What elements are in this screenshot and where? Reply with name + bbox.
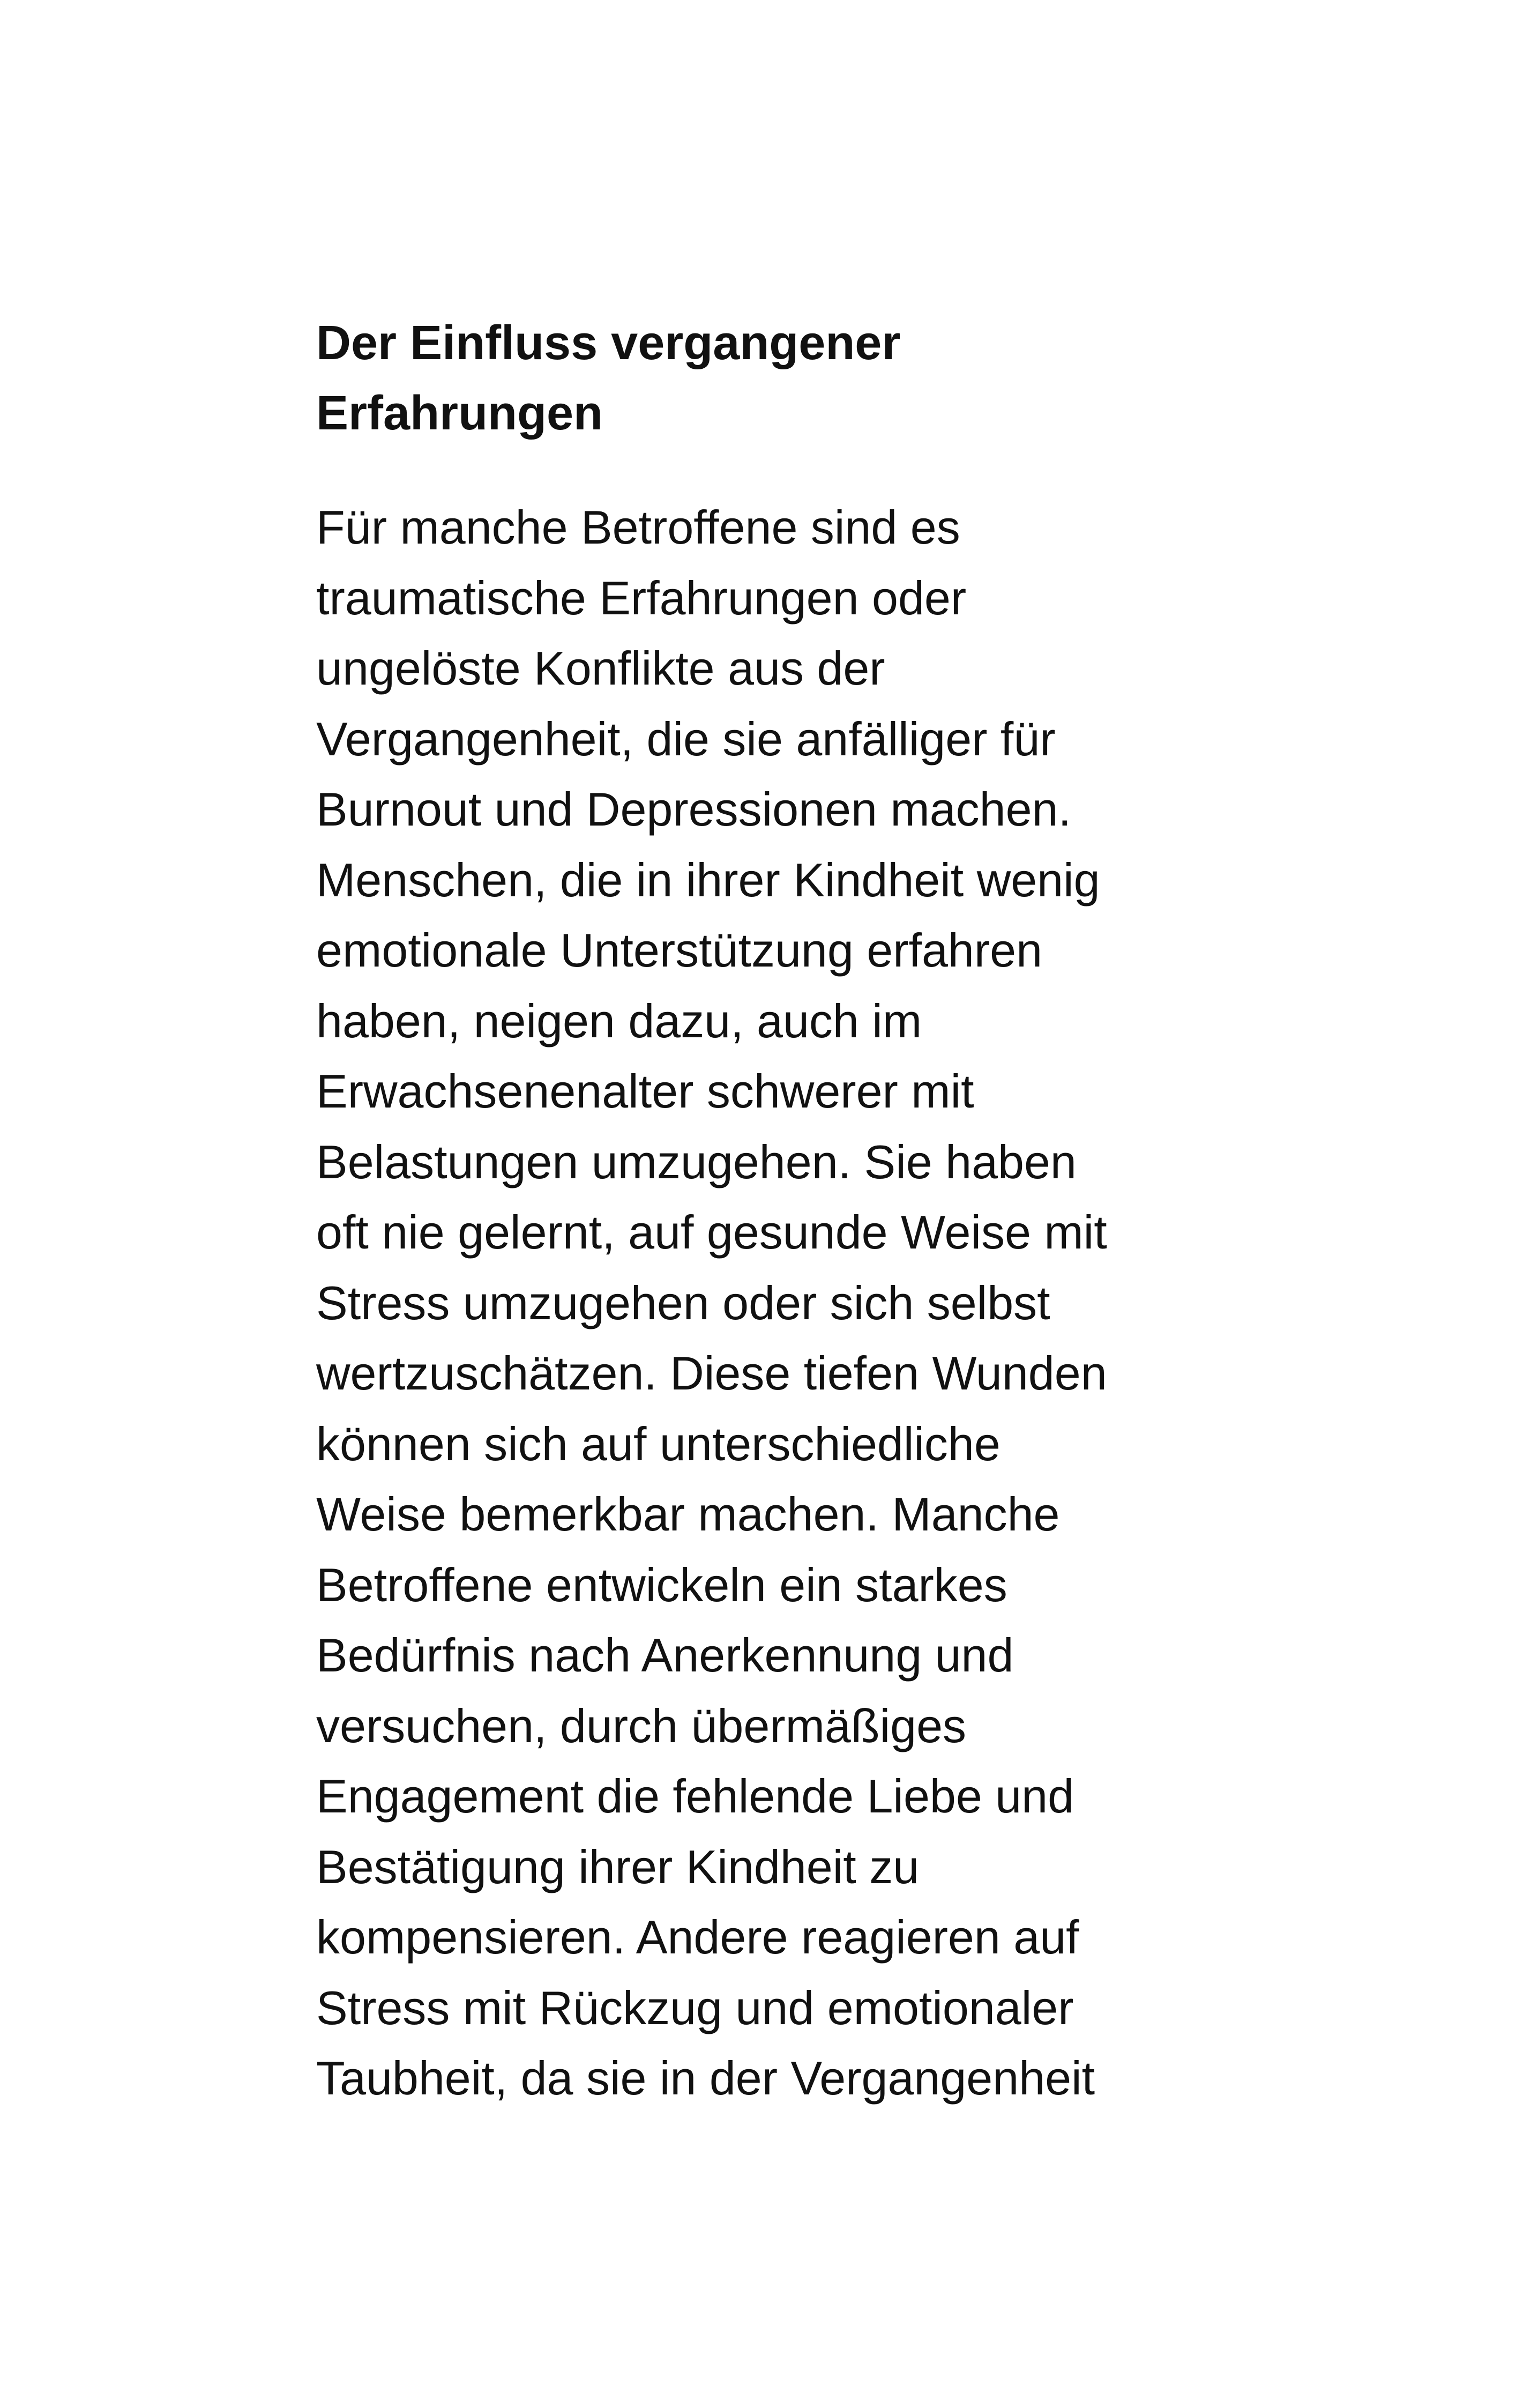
text-line: haben, neigen dazu, auch im bbox=[316, 994, 922, 1047]
text-line: Taubheit, da sie in der Vergangenheit bbox=[316, 2052, 1095, 2105]
text-line: oft nie gelernt, auf gesunde Weise mit bbox=[316, 1206, 1107, 1259]
text-line: ungelöste Konflikte aus der bbox=[316, 642, 885, 695]
text-line: traumatische Erfahrungen oder bbox=[316, 571, 967, 625]
body-paragraph bbox=[316, 492, 1227, 2114]
text-line: Weise bemerkbar machen. Manche bbox=[316, 1488, 1060, 1541]
text-line: Menschen, die in ihrer Kindheit wenig bbox=[316, 853, 1100, 906]
text-line: Erwachsenenalter schwerer mit bbox=[316, 1065, 974, 1118]
text-line: können sich auf unterschiedliche bbox=[316, 1417, 1001, 1470]
text-line: wertzuschätzen. Diese tiefen Wunden bbox=[316, 1347, 1107, 1400]
section-heading bbox=[316, 308, 1227, 449]
text-line: Für manche Betroffene sind es bbox=[316, 501, 960, 554]
text-line: Bestätigung ihrer Kindheit zu bbox=[316, 1840, 920, 1893]
heading-line: Erfahrungen bbox=[316, 387, 603, 440]
text-line: Stress mit Rückzug und emotionaler bbox=[316, 1981, 1074, 2034]
text-line: Stress umzugehen oder sich selbst bbox=[316, 1276, 1050, 1329]
text-line: emotionale Unterstützung erfahren bbox=[316, 924, 1043, 977]
text-line: kompensieren. Andere reagieren auf bbox=[316, 1911, 1079, 1964]
text-line: Engagement die fehlende Liebe und bbox=[316, 1770, 1074, 1823]
text-line: Betroffene entwickeln ein starkes bbox=[316, 1558, 1007, 1611]
text-line: Vergangenheit, die sie anfälliger für bbox=[316, 712, 1056, 765]
heading-line: Der Einfluss vergangener bbox=[316, 316, 901, 370]
text-line: Belastungen umzugehen. Sie haben bbox=[316, 1135, 1077, 1188]
text-line: versuchen, durch übermäßiges bbox=[316, 1699, 967, 1752]
text-line: Bedürfnis nach Anerkennung und bbox=[316, 1629, 1014, 1682]
text-line: Burnout und Depressionen machen. bbox=[316, 783, 1071, 836]
